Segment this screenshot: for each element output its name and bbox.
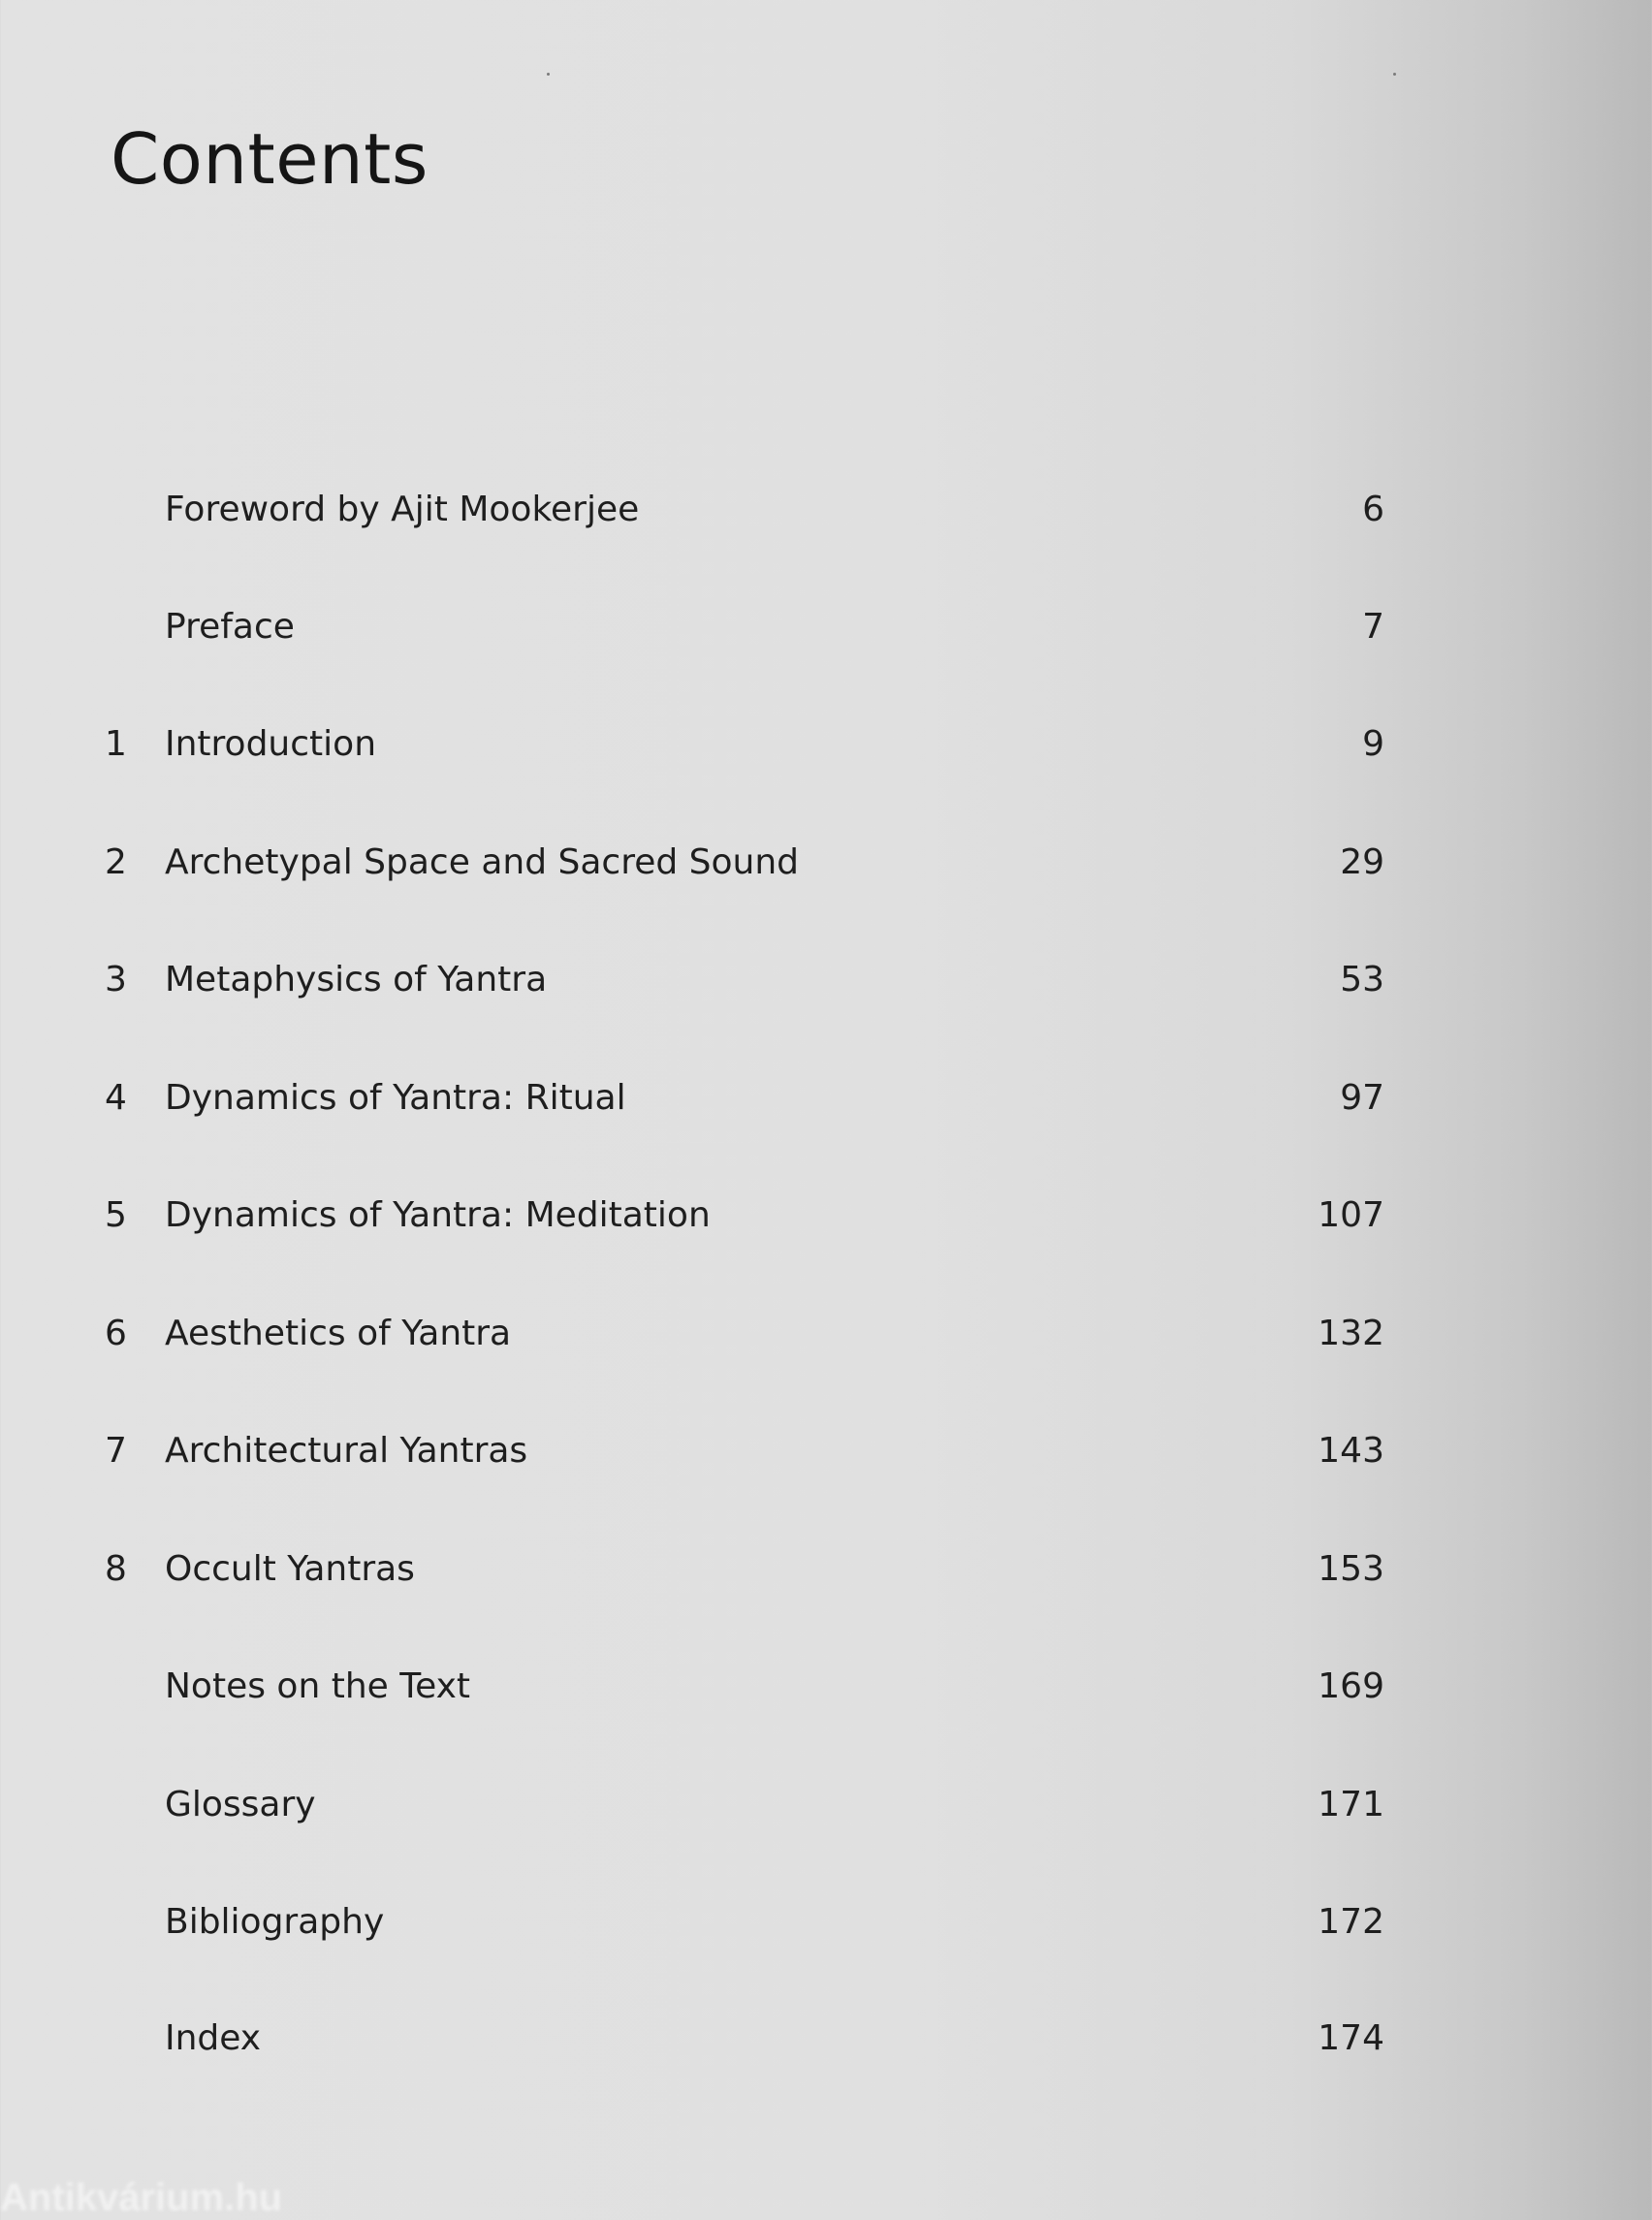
- toc-entry-number: 1: [105, 724, 127, 764]
- toc-entry-page: 53: [1340, 960, 1384, 999]
- toc-entry-bibliography: [105, 1893, 1384, 1951]
- toc-entry-preface: [105, 598, 1384, 656]
- table-of-contents: [105, 481, 1384, 2095]
- paper-speck: [547, 73, 550, 76]
- watermark: Antikvárium.hu: [0, 2176, 283, 2219]
- toc-entry-title: Preface: [165, 607, 295, 647]
- toc-entry-chapter-6: [105, 1305, 1384, 1363]
- toc-entry-page: 7: [1362, 607, 1384, 647]
- toc-entry-glossary: [105, 1776, 1384, 1834]
- toc-entry-number: 4: [105, 1078, 127, 1118]
- toc-entry-title: Bibliography: [165, 1902, 385, 1942]
- toc-entry-title: Dynamics of Yantra: Meditation: [165, 1195, 711, 1235]
- toc-entry-title: Architectural Yantras: [165, 1431, 528, 1471]
- toc-entry-number: 2: [105, 842, 127, 882]
- toc-entry-title: Occult Yantras: [165, 1549, 415, 1589]
- toc-entry-title: Index: [165, 2018, 262, 2058]
- toc-entry-number: 5: [105, 1195, 127, 1235]
- toc-entry-title: Introduction: [165, 724, 377, 764]
- toc-entry-number: 8: [105, 1549, 127, 1589]
- toc-entry-chapter-1: [105, 715, 1384, 774]
- toc-entry-title: Notes on the Text: [165, 1666, 471, 1706]
- toc-entry-title: Metaphysics of Yantra: [165, 960, 548, 999]
- toc-entry-page: 171: [1318, 1785, 1384, 1824]
- toc-entry-title: Dynamics of Yantra: Ritual: [165, 1078, 626, 1118]
- toc-entry-foreword: [105, 481, 1384, 539]
- page-title: Contents: [111, 118, 429, 200]
- toc-entry-page: 174: [1318, 2018, 1384, 2058]
- toc-entry-title: Glossary: [165, 1785, 316, 1824]
- toc-entry-title: Aesthetics of Yantra: [165, 1314, 512, 1353]
- toc-entry-index: [105, 2010, 1384, 2068]
- toc-entry-page: 172: [1318, 1902, 1384, 1942]
- toc-entry-title: Foreword by Ajit Mookerjee: [165, 490, 640, 529]
- toc-entry-number: 7: [105, 1431, 127, 1471]
- toc-entry-title: Archetypal Space and Sacred Sound: [165, 842, 800, 882]
- toc-entry-chapter-2: [105, 834, 1384, 892]
- toc-entry-page: 107: [1318, 1195, 1384, 1235]
- toc-entry-notes: [105, 1658, 1384, 1716]
- toc-entry-chapter-5: [105, 1187, 1384, 1245]
- toc-entry-number: 3: [105, 960, 127, 999]
- toc-entry-page: 6: [1362, 490, 1384, 529]
- toc-entry-number: 6: [105, 1314, 127, 1353]
- toc-entry-page: 29: [1340, 842, 1384, 882]
- toc-entry-chapter-8: [105, 1540, 1384, 1599]
- toc-entry-page: 9: [1362, 724, 1384, 764]
- toc-entry-page: 97: [1340, 1078, 1384, 1118]
- toc-entry-chapter-3: [105, 951, 1384, 1009]
- toc-entry-page: 143: [1318, 1431, 1384, 1471]
- toc-entry-page: 169: [1318, 1666, 1384, 1706]
- toc-entry-page: 132: [1318, 1314, 1384, 1353]
- toc-entry-chapter-7: [105, 1422, 1384, 1480]
- paper-speck: [1393, 73, 1396, 76]
- toc-entry-chapter-4: [105, 1069, 1384, 1127]
- toc-entry-page: 153: [1318, 1549, 1384, 1589]
